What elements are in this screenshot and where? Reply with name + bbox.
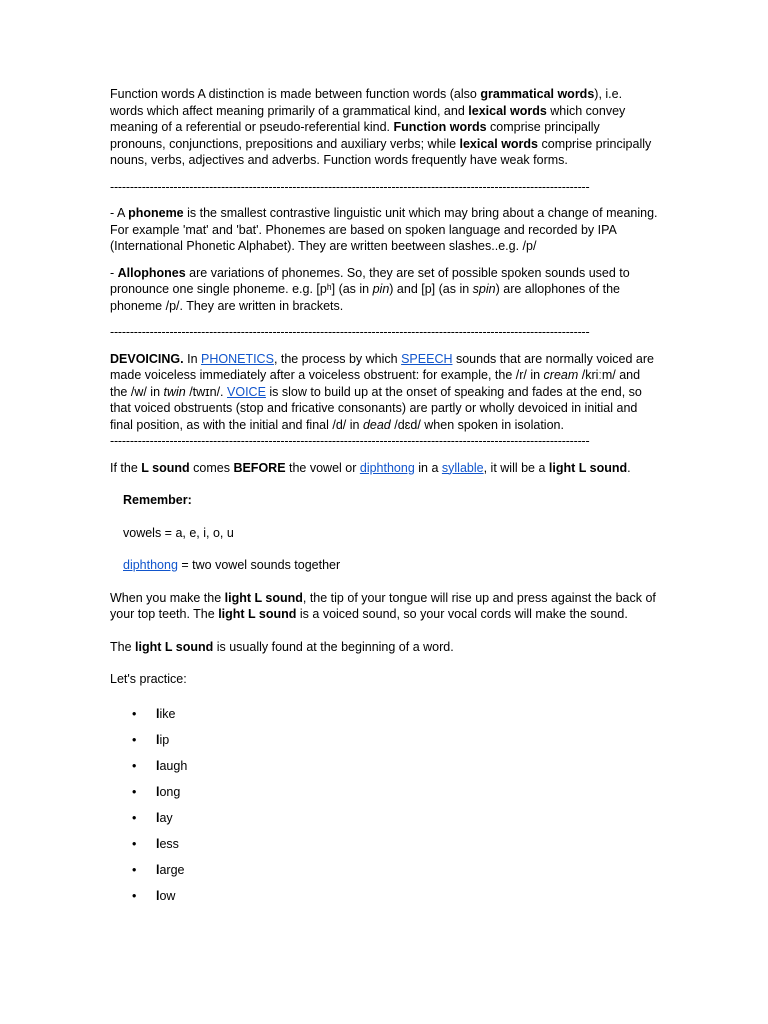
light-l-paragraph [110, 460, 658, 477]
remember-heading [123, 492, 658, 509]
function-words-paragraph [110, 86, 658, 169]
text: ) are allophones of the phoneme /p/. They are written in brackets. [110, 282, 620, 313]
bold-letter: l [156, 732, 160, 747]
bold-letter: l [156, 706, 160, 721]
bold-letter: l [156, 836, 160, 851]
list-item [110, 888, 658, 914]
word-rest: ay [159, 810, 173, 825]
bold-letter: l [156, 862, 160, 877]
bold-term: grammatical words [480, 87, 595, 101]
phoneme-paragraph [110, 205, 658, 255]
italic-term: twin [163, 384, 186, 399]
word-rest: ess [159, 836, 179, 851]
text: , it will be a [483, 460, 549, 475]
text: The [110, 639, 136, 654]
voice-link[interactable]: VOICE [227, 384, 266, 399]
text: sounds that are normally voiced are made voiceless immediately after a voiceless obstruent: for example, the /r/ in [110, 351, 654, 382]
separator-line: ------------------------------------------------------------------------------------------------------------------------- [110, 325, 590, 339]
bold-term: light L sound [224, 590, 303, 605]
text: /twɪn/. [185, 384, 228, 399]
bold-term: Function words [393, 120, 487, 134]
text: comprise principally pronouns, conjunctions, prepositions and auxiliary verbs; while [110, 120, 600, 151]
text: ), i.e. words which affect meaning primarily of a grammatical kind, and [110, 87, 623, 118]
phonetics-link[interactable]: PHONETICS [201, 351, 274, 366]
text: /dɛd/ when spoken in isolation. [390, 417, 564, 432]
list-item [110, 732, 658, 758]
document-page [110, 86, 658, 914]
text: is slow to build up at the onset of speaking and fades at the end, so that voiced obstruents (stop and fricative consonants) are partly or wholly devoiced in initial and final position, as with the initial and final /d/ in [110, 384, 642, 432]
bold-term: light L sound [135, 639, 214, 654]
text: - [110, 265, 118, 280]
bullet-icon: • [132, 784, 137, 799]
text: , the tip of your tongue will rise up and press against the back of your top teeth. The [110, 590, 656, 621]
text: comes [189, 460, 234, 475]
make-paragraph [110, 590, 658, 623]
bold-letter: l [156, 888, 160, 903]
italic-term: cream [543, 368, 579, 382]
diphthong-link[interactable]: diphthong [359, 460, 415, 475]
bullet-icon: • [132, 706, 137, 721]
bold-term: phoneme [128, 206, 184, 220]
diphthong-definition-link[interactable]: diphthong [123, 558, 178, 572]
bold-letter: l [156, 784, 160, 799]
text: When you make the [110, 590, 225, 605]
remember-title: Remember: [123, 493, 192, 507]
text: . [627, 460, 631, 475]
bold-term: BEFORE [233, 460, 286, 475]
word-rest: ike [159, 706, 176, 721]
bold-term: light L sound [548, 460, 628, 475]
syllable-link[interactable]: syllable [441, 460, 484, 475]
allophones-paragraph [110, 265, 658, 315]
word-rest: ip [159, 732, 170, 747]
italic-term: dead [362, 417, 391, 432]
text: - A [110, 206, 129, 220]
speech-link[interactable]: SPEECH [401, 351, 453, 366]
diphthong-definition [123, 557, 658, 574]
italic-term: pin [372, 282, 390, 296]
list-item [110, 758, 658, 784]
text: , the process by which [273, 351, 402, 366]
text: in a [414, 460, 442, 475]
bullet-icon: • [132, 732, 137, 747]
list-item [110, 836, 658, 862]
text: are variations of phonemes. So, they are set of possible spoken sounds used to pronounce one single phoneme. e.g. [pʰ] (as in [110, 265, 630, 296]
text: is a voiced sound, so your vocal cords will make the sound. [296, 607, 628, 621]
text: comprise principally nouns, verbs, adjectives and adverbs. Function words frequently have weak forms. [110, 136, 652, 167]
bold-letter: l [156, 758, 160, 773]
list-item [110, 862, 658, 888]
bold-letter: l [156, 810, 160, 825]
bold-term: lexical words [468, 103, 547, 118]
list-item [110, 784, 658, 810]
text: Function words A distinction is made between function words (also [110, 87, 481, 101]
text: ) and [p] (as in [389, 282, 473, 296]
bullet-icon: • [132, 862, 137, 877]
bullet-icon: • [132, 810, 137, 825]
bold-term: DEVOICING. [110, 351, 184, 366]
text: is the smallest contrastive linguistic unit which may bring about a change of meaning. For example 'mat' and 'bat'. Phonemes are based on spoken language and recorded by IPA (International Phonetic Alphabet). They are written beetween slashes..e.g. /p/ [110, 206, 658, 253]
list-item [110, 706, 658, 732]
vowels-line: vowels = a, e, i, o, u [123, 525, 234, 540]
word-rest: ow [159, 888, 176, 903]
text: In [183, 351, 201, 366]
text: If the [110, 460, 142, 475]
text: = two vowel sounds together [177, 558, 341, 572]
word-rest: ong [159, 784, 181, 799]
bullet-icon: • [132, 758, 137, 773]
text: is usually found at the beginning of a word. [213, 639, 454, 654]
bold-term: light L sound [218, 607, 297, 621]
separator-line: ------------------------------------------------------------------------------------------------------------------------- [110, 179, 590, 194]
practice-word-list [110, 706, 658, 914]
devoicing-paragraph [110, 351, 658, 434]
list-item [110, 810, 658, 836]
bold-term: L sound [141, 460, 190, 475]
bullet-icon: • [132, 888, 137, 903]
word-rest: arge [159, 862, 185, 877]
word-rest: augh [159, 758, 188, 773]
text: the vowel or [285, 460, 360, 475]
italic-term: spin [472, 282, 496, 296]
practice-intro: Let's practice: [110, 672, 187, 686]
bold-term: Allophones [117, 265, 186, 280]
text: /kriːm/ and the /w/ in [110, 368, 641, 399]
text: which convey meaning of a referential or pseudo-referential kind. [110, 103, 626, 134]
usually-paragraph [110, 639, 658, 656]
separator-line: ------------------------------------------------------------------------------------------------------------------------- [110, 434, 590, 448]
bullet-icon: • [132, 836, 137, 851]
bold-term: lexical words [459, 136, 539, 151]
